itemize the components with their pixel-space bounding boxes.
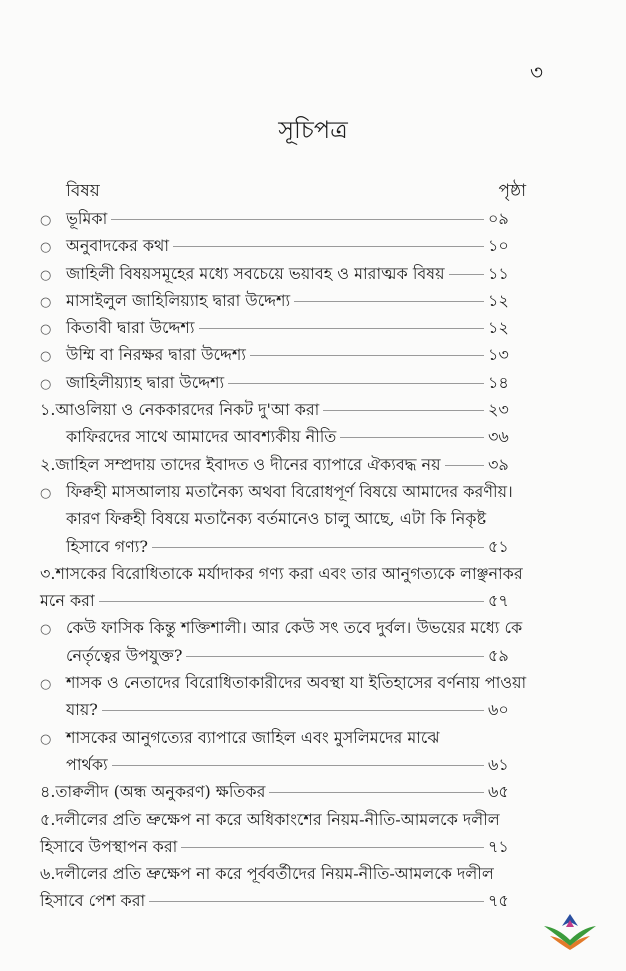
- page-column-label: পৃষ্ঠা: [498, 181, 526, 201]
- toc-page-number: ৭১: [488, 836, 509, 856]
- toc-entry-line: [40, 287, 530, 314]
- bullet-icon: ○: [40, 622, 52, 638]
- toc-entry[interactable]: [40, 369, 530, 396]
- toc-page-number: ১৪: [488, 372, 509, 392]
- toc-entry[interactable]: [40, 560, 530, 615]
- chapter-number: ১.: [40, 400, 56, 420]
- toc-page-number: ৬০: [488, 700, 509, 720]
- page-title: সূচিপত্র: [278, 116, 348, 144]
- toc-entry-line: [40, 560, 530, 587]
- bullet-icon: ○: [40, 294, 52, 310]
- toc-page-number: ৫৯: [488, 645, 509, 665]
- toc-entry-title: শাসক ও নেতাদের বিরোধিতাকারীদের অবস্থা যা ইতিহাসের বর্ণনায় পাওয়া: [66, 673, 527, 693]
- bullet-icon: ○: [40, 376, 52, 392]
- toc-entry[interactable]: [40, 669, 530, 724]
- toc-entry-line: [40, 478, 530, 505]
- bullet-icon: ○: [40, 485, 52, 501]
- toc-entry[interactable]: [40, 260, 530, 287]
- toc-entry-title: হিসাবে পেশ করা: [40, 891, 146, 911]
- toc-entry-line: [40, 778, 530, 805]
- toc-entry[interactable]: [40, 860, 530, 915]
- toc-entry-line: [40, 314, 530, 341]
- toc-entry-title: দলীলের প্রতি ভ্রুক্ষেপ না করে অধিকাংশের নিয়ম-নীতি-আমলকে দলীল: [55, 809, 500, 829]
- toc-entry-line: [40, 833, 530, 860]
- dotted-leader: [250, 355, 484, 356]
- toc-entry-line: [40, 860, 530, 887]
- toc-entry-title: কাফিরদের সাথে আমাদের আবশ্যকীয় নীতি: [66, 427, 337, 447]
- toc-page-number: ৫১: [488, 536, 509, 556]
- toc-entry[interactable]: [40, 341, 530, 368]
- toc-entry[interactable]: [40, 314, 530, 341]
- toc-entry-line: [40, 396, 530, 423]
- dotted-leader: [173, 246, 484, 247]
- page-number: ৩: [530, 60, 544, 84]
- dotted-leader: [445, 465, 484, 466]
- toc-entry[interactable]: [40, 423, 530, 450]
- bullet-icon: ○: [40, 349, 52, 365]
- dotted-leader: [111, 219, 484, 220]
- toc-entry-title: হিসাবে গণ্য?: [66, 536, 148, 556]
- toc-page-number: ৩৬: [488, 427, 509, 447]
- dotted-leader: [112, 765, 484, 766]
- toc-entry[interactable]: [40, 205, 530, 232]
- chapter-number: ৩.: [40, 563, 56, 583]
- toc-entry-line: [40, 642, 530, 669]
- toc-entry[interactable]: [40, 778, 530, 805]
- dotted-leader: [102, 710, 484, 711]
- dotted-leader: [228, 383, 484, 384]
- toc-entry-title: তাক্বলীদ (অন্ধ অনুকরণ) ক্ষতিকর: [55, 782, 266, 802]
- toc-entry-title: কারণ ফিক্বহী বিষয়ে মতানৈক্য বর্তমানেও চালু আছে, এটা কি নিকৃষ্ট: [66, 509, 487, 529]
- toc-entry-line: [40, 724, 530, 751]
- dotted-leader: [294, 301, 484, 302]
- dotted-leader: [269, 792, 484, 793]
- toc-page-number: ৭৫: [488, 891, 509, 911]
- toc-entry-line: [40, 696, 530, 723]
- toc-entry-line: [40, 341, 530, 368]
- toc-entry-title: দলীলের প্রতি ভ্রুক্ষেপ না করে পূর্ববর্তীদের নিয়ম-নীতি-আমলকে দলীল: [55, 864, 494, 884]
- toc-page-number: ১০: [488, 236, 509, 256]
- toc-entry-title: যায়?: [66, 700, 98, 720]
- table-of-contents: [40, 205, 530, 915]
- toc-entry-line: [40, 887, 530, 914]
- toc-entry-title: অনুবাদকের কথা: [66, 236, 170, 256]
- bullet-icon: ○: [40, 213, 52, 228]
- bullet-icon: ○: [40, 677, 52, 693]
- dotted-leader: [449, 274, 484, 275]
- toc-page-number: ৬১: [488, 754, 509, 774]
- toc-entry-title: শাসকের বিরোধিতাকে মর্যাদাকর গণ্য করা এবং তার আনুগত্যকে লাঞ্ছনাকর: [55, 563, 523, 583]
- toc-page-number: ১১: [488, 263, 509, 283]
- toc-page-number: ১২: [488, 290, 509, 310]
- bullet-icon: ○: [40, 240, 52, 256]
- toc-entry-title: উম্মি বা নিরক্ষর দ্বারা উদ্দেশ্য: [66, 345, 246, 365]
- toc-entry-title: মাসাইলুল জাহিলিয়্যাহ দ্বারা উদ্দেশ্য: [66, 290, 291, 310]
- toc-entry-title: কিতাবী দ্বারা উদ্দেশ্য: [66, 318, 195, 338]
- toc-entry-line: [40, 614, 530, 641]
- toc-entry-title: জাহিল সম্প্রদায় তাদের ইবাদত ও দীনের ব্যাপারে ঐক্যবদ্ধ নয়: [55, 454, 441, 474]
- toc-entry[interactable]: [40, 287, 530, 314]
- toc-entry-title: ভূমিকা: [66, 209, 108, 228]
- toc-entry-title: জাহিলীয়্যাহ দ্বারা উদ্দেশ্য: [66, 372, 225, 392]
- toc-entry-line: [40, 806, 530, 833]
- chapter-number: ৫.: [40, 809, 56, 829]
- toc-entry-title: ফিক্বহী মাসআলায় মতানৈক্য অথবা বিরোধপূর্ণ বিষয়ে আমাদের করণীয়।: [66, 481, 513, 501]
- bullet-icon: ○: [40, 267, 52, 283]
- toc-entry-line: [40, 232, 530, 259]
- toc-entry-title: শাসকের আনুগত্যের ব্যাপারে জাহিল এবং মুসলিমদের মাঝে: [66, 727, 440, 747]
- toc-entry-line: [40, 587, 530, 614]
- toc-entry[interactable]: [40, 451, 530, 478]
- dotted-leader: [340, 437, 484, 438]
- toc-entry-title: আওলিয়া ও নেককারদের নিকট দু'আ করা: [55, 400, 320, 420]
- toc-entry-line: [40, 423, 530, 450]
- dotted-leader: [186, 656, 484, 657]
- toc-entry-line: [40, 205, 530, 232]
- toc-entry[interactable]: [40, 232, 530, 259]
- toc-entry[interactable]: [40, 806, 530, 861]
- toc-page-number: ৬৫: [488, 782, 509, 802]
- toc-entry-line: [40, 669, 530, 696]
- toc-entry[interactable]: [40, 614, 530, 669]
- dotted-leader: [199, 328, 485, 329]
- toc-header: [66, 178, 526, 206]
- chapter-number: ৬.: [40, 864, 56, 884]
- toc-page-number: ১৩: [488, 345, 509, 365]
- toc-page-number: ৫৭: [488, 591, 509, 611]
- dotted-leader: [152, 547, 484, 548]
- toc-entry-line: [40, 505, 530, 532]
- toc-entry-title: কেউ ফাসিক কিন্তু শক্তিশালী। আর কেউ সৎ তবে দুর্বল। উভয়ের মধ্যে কে: [66, 618, 523, 638]
- publisher-logo-icon: [540, 912, 600, 952]
- bullet-icon: ○: [40, 322, 52, 338]
- dotted-leader: [323, 410, 484, 411]
- toc-entry-line: [40, 369, 530, 396]
- toc-entry-line: [40, 751, 530, 778]
- bullet-icon: ○: [40, 731, 52, 747]
- toc-entry-title: পার্থক্য: [66, 754, 108, 774]
- dotted-leader: [181, 847, 484, 848]
- toc-entry[interactable]: [40, 724, 530, 779]
- toc-entry-line: [40, 260, 530, 287]
- chapter-number: ৪.: [40, 782, 56, 802]
- subject-column-label: বিষয়: [66, 181, 100, 201]
- toc-entry-title: জাহিলী বিষয়সমূহের মধ্যে সবচেয়ে ভয়াবহ ও মারাত্মক বিষয়: [66, 263, 445, 283]
- dotted-leader: [99, 601, 484, 602]
- toc-page-number: ০৯: [488, 209, 509, 228]
- toc-entry-title: মনে করা: [40, 591, 95, 611]
- chapter-number: ২.: [40, 454, 56, 474]
- toc-entry-title: হিসাবে উপস্থাপন করা: [40, 836, 178, 856]
- toc-page-number: ২৩: [488, 400, 509, 420]
- toc-page-number: ১২: [488, 318, 509, 338]
- dotted-leader: [149, 901, 484, 902]
- toc-entry-line: [40, 533, 530, 560]
- toc-entry-line: [40, 451, 530, 478]
- toc-page-number: ৩৯: [488, 454, 509, 474]
- toc-entry-title: নের্তৃত্বের উপযুক্ত?: [66, 645, 183, 665]
- toc-entry[interactable]: [40, 478, 530, 560]
- toc-entry[interactable]: [40, 396, 530, 423]
